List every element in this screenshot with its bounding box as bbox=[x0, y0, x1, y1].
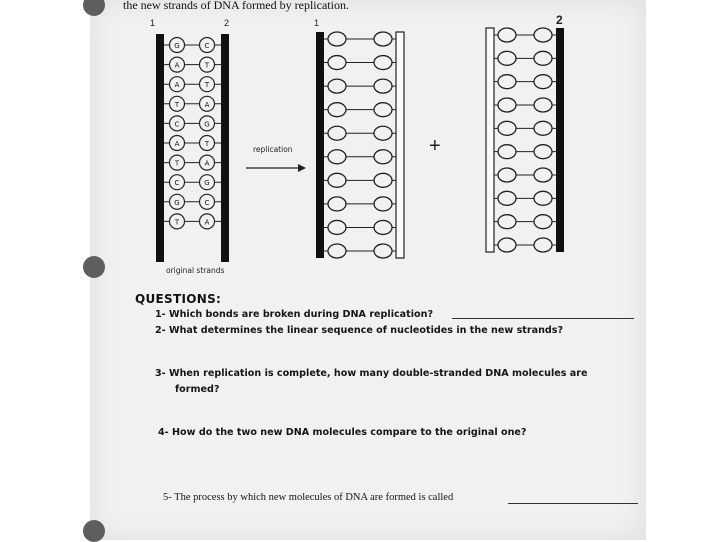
empty-base-circle bbox=[498, 121, 516, 135]
empty-base-circle bbox=[328, 220, 346, 234]
base-letter: G bbox=[174, 198, 180, 207]
base-letter: A bbox=[174, 81, 180, 90]
empty-base-circle bbox=[374, 103, 392, 117]
empty-base-circle bbox=[374, 173, 392, 187]
base-letter: A bbox=[174, 140, 180, 148]
empty-base-circle bbox=[374, 197, 392, 211]
new-strand bbox=[486, 28, 494, 252]
question-1: 1- Which bonds are broken during DNA replication? bbox=[155, 309, 434, 320]
empty-base-circle bbox=[534, 191, 552, 205]
answer-line-5[interactable] bbox=[508, 503, 638, 504]
plus-sign: + bbox=[429, 135, 441, 157]
empty-base-circle bbox=[498, 191, 516, 205]
original-strand-2-label: 2 bbox=[224, 18, 230, 28]
base-letter: C bbox=[174, 120, 180, 129]
original-strand bbox=[556, 28, 564, 252]
base-letter: T bbox=[174, 159, 180, 168]
empty-base-circle bbox=[328, 150, 346, 164]
answer-line-1[interactable] bbox=[452, 318, 634, 319]
empty-base-circle bbox=[498, 51, 516, 65]
original-strand-2 bbox=[221, 34, 229, 262]
original-strand-1 bbox=[156, 34, 164, 262]
new-strand-1-label: 1 bbox=[314, 18, 320, 28]
original-dna-molecule bbox=[156, 34, 229, 262]
base-letter: A bbox=[204, 218, 210, 227]
empty-base-circle bbox=[534, 215, 552, 229]
base-letter: A bbox=[204, 159, 210, 168]
empty-base-circle bbox=[534, 145, 552, 159]
empty-base-circle bbox=[534, 75, 552, 89]
empty-base-circle bbox=[328, 197, 346, 211]
base-letter: G bbox=[204, 120, 210, 129]
new-dna-molecule-2 bbox=[486, 28, 564, 252]
base-letter: T bbox=[204, 61, 210, 70]
base-letter: A bbox=[174, 61, 180, 70]
empty-base-circle bbox=[328, 244, 346, 258]
questions-heading: QUESTIONS: bbox=[135, 292, 222, 306]
empty-base-circle bbox=[374, 220, 392, 234]
empty-base-circle bbox=[498, 28, 516, 42]
question-4: 4- How do the two new DNA molecules compare to the original one? bbox=[158, 427, 527, 438]
empty-base-circle bbox=[374, 126, 392, 140]
empty-base-circle bbox=[374, 79, 392, 93]
base-letter: T bbox=[204, 140, 210, 148]
base-letter: A bbox=[204, 100, 210, 109]
empty-base-circle bbox=[498, 168, 516, 182]
empty-base-circle bbox=[534, 51, 552, 65]
empty-base-circle bbox=[374, 56, 392, 70]
original-strands-caption: original strands bbox=[166, 266, 225, 275]
original-strand-1-label: 1 bbox=[150, 18, 156, 28]
base-letter: C bbox=[204, 42, 210, 50]
empty-base-circle bbox=[498, 145, 516, 159]
empty-base-circle bbox=[328, 79, 346, 93]
empty-base-circle bbox=[534, 121, 552, 135]
empty-base-circle bbox=[374, 244, 392, 258]
new-strand-2-label: 2 bbox=[556, 13, 563, 27]
base-letter: T bbox=[174, 100, 180, 109]
replication-arrow-label: replication bbox=[253, 145, 293, 154]
empty-base-circle bbox=[498, 98, 516, 112]
empty-base-circle bbox=[328, 32, 346, 46]
question-3-line-1: 3- When replication is complete, how many double-stranded DNA molecules are bbox=[155, 368, 588, 379]
base-letter: T bbox=[204, 81, 210, 90]
base-letter: G bbox=[204, 179, 210, 188]
empty-base-circle bbox=[328, 126, 346, 140]
base-letter: G bbox=[174, 42, 180, 50]
empty-base-circle bbox=[534, 168, 552, 182]
question-3-line-2: formed? bbox=[175, 384, 220, 395]
empty-base-circle bbox=[328, 103, 346, 117]
empty-base-circle bbox=[534, 98, 552, 112]
question-2: 2- What determines the linear sequence of nucleotides in the new strands? bbox=[155, 325, 564, 336]
empty-base-circle bbox=[328, 173, 346, 187]
empty-base-circle bbox=[498, 215, 516, 229]
new-dna-molecule-1 bbox=[316, 32, 404, 258]
replication-arrow bbox=[246, 164, 306, 172]
instruction-text: the new strands of DNA formed by replication. bbox=[123, 0, 349, 12]
empty-base-circle bbox=[534, 28, 552, 42]
question-5: 5- The process by which new molecules of DNA are formed is called bbox=[163, 492, 454, 503]
original-strand bbox=[316, 32, 324, 258]
empty-base-circle bbox=[328, 56, 346, 70]
new-strand bbox=[396, 32, 404, 258]
base-letter: C bbox=[204, 198, 210, 207]
empty-base-circle bbox=[534, 238, 552, 252]
empty-base-circle bbox=[498, 238, 516, 252]
base-letter: T bbox=[174, 218, 180, 227]
base-letter: C bbox=[174, 179, 180, 188]
empty-base-circle bbox=[374, 150, 392, 164]
empty-base-circle bbox=[498, 75, 516, 89]
empty-base-circle bbox=[374, 32, 392, 46]
